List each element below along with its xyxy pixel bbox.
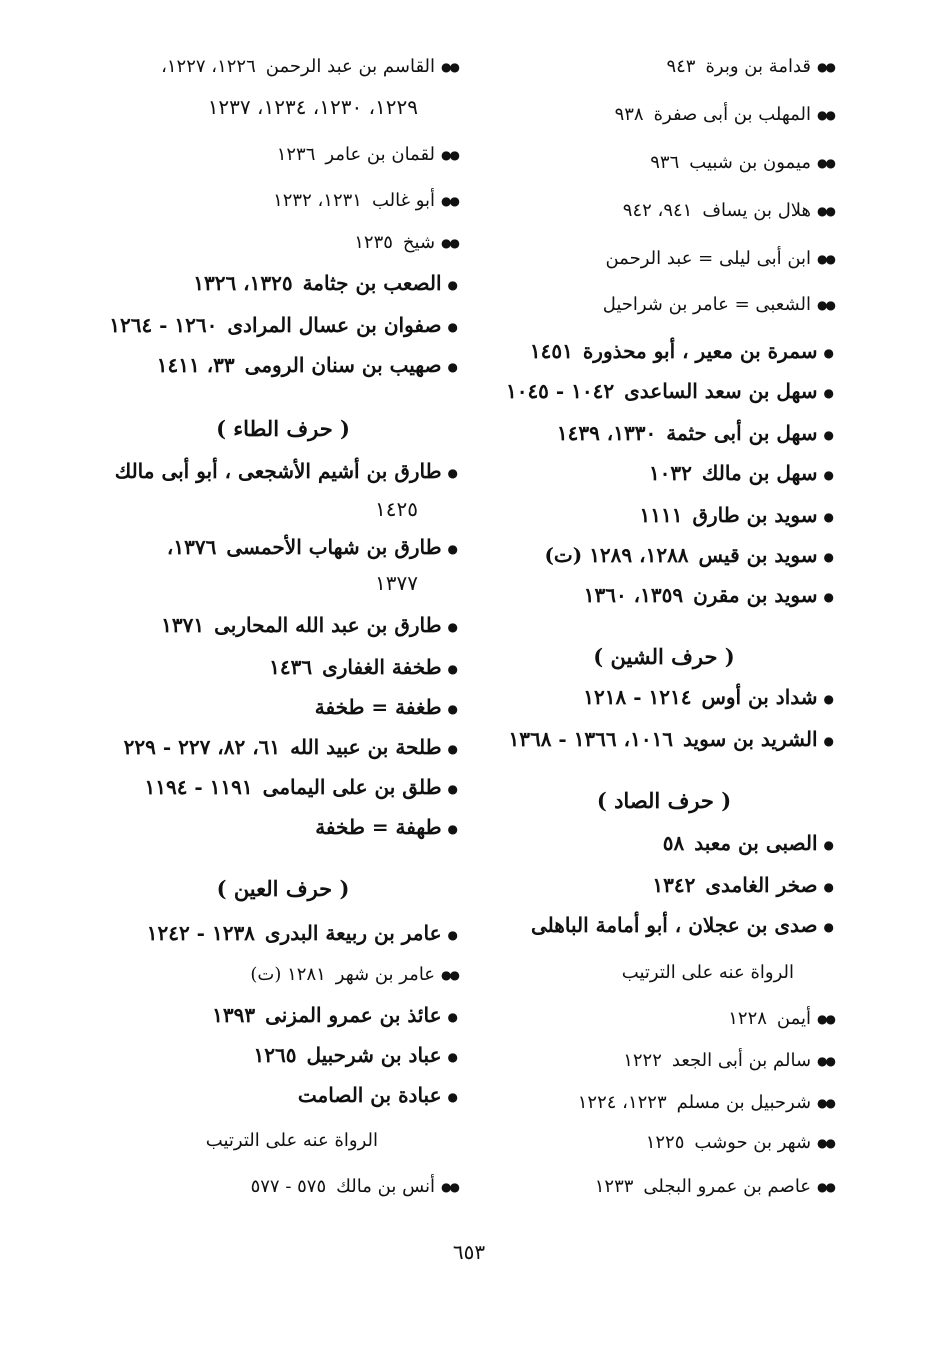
entry-references: ١٢٣٣: [594, 1176, 634, 1197]
companion-entry: [652, 870, 834, 902]
narrator-entry: [646, 1128, 834, 1158]
entry-references: ١٢٢٢: [623, 1050, 662, 1071]
entry-references: ٩٤١، ٩٤٢: [622, 200, 693, 221]
companion-entry: [639, 500, 834, 532]
companion-entry: [253, 1040, 458, 1072]
narrator-entry: [250, 960, 458, 990]
companion-entry: [584, 580, 834, 612]
entry-name: عائذ بن عمرو المزنى: [265, 1003, 442, 1027]
bullet-icon: ●●: [441, 236, 458, 250]
entry-name: طارق بن شهاب الأحمسى: [226, 535, 442, 559]
entry-name: سمرة بن معير ، أبو محذورة: [582, 339, 818, 363]
bullet-icon: ●: [447, 1009, 458, 1024]
entry-name: سهل بن مالك: [701, 461, 818, 485]
bullet-icon: ●: [447, 701, 458, 716]
entry-references: ١٢٢٣، ١٢٢٤: [577, 1092, 667, 1113]
entry-name: أبو غالب: [371, 190, 436, 211]
entry-name: عبادة بن الصامت: [297, 1083, 442, 1107]
entry-references: ١٣٩٣: [212, 1003, 256, 1027]
entry-references: ١٠٤٢ - ١٠٤٥: [505, 379, 615, 403]
entry-name: سهل بن أبى حثمة: [666, 421, 818, 445]
companion-entry: [506, 376, 834, 408]
companion-entry: [531, 910, 834, 942]
bullet-icon: ●: [823, 345, 834, 360]
narrator-entry: [605, 244, 834, 274]
bullet-icon: ●: [823, 549, 834, 564]
companion-entry: [193, 268, 458, 300]
entry-name: القاسم بن عبد الرحمن: [265, 56, 436, 77]
entry-name: أنس بن مالك: [336, 1176, 436, 1197]
entry-references: ١٢٦٥: [253, 1043, 297, 1067]
entry-references: ١٢٣٦: [276, 144, 316, 165]
entry-name: سويد بن طارق: [692, 503, 818, 527]
bullet-icon: ●●: [817, 1180, 834, 1194]
narrator-entry: [578, 1088, 834, 1118]
entry-name: صخر الغامدى: [705, 873, 818, 897]
narrator-entry: [615, 100, 834, 130]
bullet-icon: ●●: [817, 156, 834, 170]
entry-references: ١٢٣٨ - ١٢٤٢: [146, 921, 255, 945]
entry-name: سويد بن قيس: [698, 543, 818, 567]
entry-references: ١٢٣١، ١٢٣٢: [273, 190, 362, 211]
narrator-entry: [277, 140, 458, 170]
bullet-icon: ●: [823, 837, 834, 852]
bullet-icon: ●: [447, 319, 458, 334]
bullet-icon: ●: [823, 427, 834, 442]
entry-references: ١٢١٤ - ١٢١٨: [583, 685, 692, 709]
companion-entry: [157, 350, 458, 382]
bullet-icon: ●: [823, 919, 834, 934]
narrator-entry: [666, 52, 834, 82]
entry-name: لقمان بن عامر: [325, 144, 436, 165]
bullet-icon: ●●: [817, 1012, 834, 1026]
companion-entry: [663, 828, 834, 860]
entry-name: سويد بن مقرن: [693, 583, 818, 607]
bullet-icon: ●: [447, 741, 458, 756]
companion-entry: [298, 1080, 458, 1112]
bullet-icon: ●: [447, 359, 458, 374]
entry-name: عباد بن شرحبيل: [306, 1043, 442, 1067]
entry-references: ١٣٢٥، ١٣٢٦: [193, 271, 293, 295]
entry-references: ٩٤٣: [666, 56, 696, 77]
entry-name: شرحبيل بن مسلم: [676, 1092, 812, 1113]
entry-name: طارق بن عبد الله المحاربى: [214, 613, 442, 637]
references-continued: ١٢٢٩، ١٢٣٠، ١٢٣٤، ١٢٣٧: [207, 95, 418, 119]
companion-entry: [269, 652, 458, 684]
entry-references: ٩٣٨: [614, 104, 644, 125]
companion-entry: [109, 310, 458, 342]
entry-name: صدى بن عجلان ، أبو أمامة الباهلى: [531, 913, 818, 937]
companion-entry: [161, 610, 458, 642]
entry-references: ٥٨: [662, 831, 685, 855]
entry-name: صفوان بن عسال المرادى: [227, 313, 442, 337]
narrator-entry: [603, 290, 834, 320]
narrators-note: الرواة عنه على الترتيب: [205, 1130, 378, 1151]
companion-entry: [212, 1000, 458, 1032]
companion-entry: [124, 732, 458, 764]
companion-entry: [115, 456, 458, 488]
companion-entry: [530, 336, 834, 368]
entry-references: ١٠٣٢: [648, 461, 692, 485]
entry-name: طغفة = طخفة: [314, 695, 442, 719]
companion-entry: [508, 724, 834, 756]
section-heading: ( حرف العين ): [216, 876, 350, 901]
entry-references: ١٣٧٦،: [166, 535, 217, 559]
section-heading: ( حرف الشين ): [593, 644, 735, 669]
bullet-icon: ●: [823, 733, 834, 748]
companion-entry: [315, 812, 458, 844]
entry-name: سالم بن أبى الجعد: [671, 1050, 812, 1071]
bullet-icon: ●●: [817, 1054, 834, 1068]
bullet-icon: ●: [447, 541, 458, 556]
narrator-entry: [354, 228, 458, 258]
bullet-icon: ●●: [817, 204, 834, 218]
entry-references: ١٢٣٥: [354, 232, 393, 253]
companion-entry: [583, 682, 834, 714]
bullet-icon: ●: [823, 879, 834, 894]
entry-references: ١٢٢٦، ١٢٢٧،: [161, 56, 256, 77]
entry-references: ٥٧٥ - ٥٧٧: [250, 1176, 327, 1197]
entry-name: ميمون بن شبيب: [689, 152, 812, 173]
narrator-entry: [623, 196, 834, 226]
bullet-icon: ●: [447, 661, 458, 676]
companion-entry: [315, 692, 458, 724]
bullet-icon: ●: [823, 589, 834, 604]
entry-name: طلحة بن عبيد الله: [290, 735, 442, 759]
entry-references: ١٤٥١: [529, 339, 573, 363]
narrator-entry: [273, 186, 458, 216]
entry-references: ١٢٨١ (ت): [250, 964, 326, 985]
entry-name: الشعبى = عامر بن شراحيل: [602, 294, 812, 315]
companion-entry: [147, 918, 458, 950]
narrator-entry: [251, 1172, 458, 1202]
bullet-icon: ●: [447, 277, 458, 292]
entry-name: طهفة = طخفة: [315, 815, 442, 839]
entry-references: ١٢٨٨، ١٢٨٩ (ت): [544, 543, 689, 567]
bullet-icon: ●: [447, 465, 458, 480]
bullet-icon: ●: [823, 385, 834, 400]
narrator-entry: [161, 52, 458, 82]
bullet-icon: ●: [447, 781, 458, 796]
bullet-icon: ●: [823, 509, 834, 524]
entry-name: عامر بن شهر: [335, 964, 436, 985]
narrators-note: الرواة عنه على الترتيب: [621, 962, 794, 983]
bullet-icon: ●: [823, 691, 834, 706]
entry-name: طخفة الغفارى: [322, 655, 442, 679]
entry-name: الصبى بن معبد: [694, 831, 818, 855]
bullet-icon: ●: [447, 619, 458, 634]
entry-references: ١١١١: [639, 503, 683, 527]
entry-references: ١٣٣٠، ١٤٣٩: [556, 421, 657, 445]
entry-name: شهر بن حوشب: [694, 1132, 812, 1153]
bullet-icon: ●●: [441, 1180, 458, 1194]
entry-references: ١٠١٦، ١٣٦٦ - ١٣٦٨: [508, 727, 674, 751]
entry-references: ٩٣٦: [650, 152, 680, 173]
references-continued: ١٣٧٧: [375, 571, 418, 595]
entry-name: عامر بن ربيعة البدرى: [264, 921, 442, 945]
companion-entry: [557, 418, 834, 450]
entry-name: طارق بن أشيم الأشجعى ، أبو أبى مالك: [114, 459, 442, 483]
bullet-icon: ●●: [817, 1136, 834, 1150]
entry-references: ١٢٦٠ - ١٢٦٤: [109, 313, 218, 337]
entry-references: ٦١، ٨٢، ٢٢٧ - ٢٢٩: [123, 735, 281, 759]
bullet-icon: ●: [447, 1089, 458, 1104]
bullet-icon: ●●: [441, 148, 458, 162]
entry-name: شداد بن أوس: [701, 685, 818, 709]
entry-name: قدامة بن وبرة: [705, 56, 812, 77]
narrator-entry: [728, 1004, 834, 1034]
page-number: ٦٥٣: [452, 1240, 486, 1264]
entry-references: ١١٩١ - ١١٩٤: [144, 775, 253, 799]
companion-entry: [144, 772, 458, 804]
entry-references: ١٣٤٢: [652, 873, 696, 897]
companion-entry: [544, 540, 834, 572]
bullet-icon: ●●: [441, 194, 458, 208]
bullet-icon: ●●: [817, 108, 834, 122]
bullet-icon: ●: [447, 927, 458, 942]
entry-references: ١٢٢٨: [728, 1008, 767, 1029]
companion-entry: [649, 458, 834, 490]
entry-name: الشريد بن سويد: [683, 727, 818, 751]
entry-name: سهل بن سعد الساعدى: [624, 379, 818, 403]
entry-name: هلال بن يساف: [702, 200, 812, 221]
entry-name: أيمن: [776, 1008, 812, 1029]
bullet-icon: ●●: [441, 60, 458, 74]
bullet-icon: ●●: [817, 60, 834, 74]
entry-references: ١٣٥٩، ١٣٦٠: [583, 583, 684, 607]
bullet-icon: ●●: [817, 252, 834, 266]
bullet-icon: ●●: [817, 298, 834, 312]
bullet-icon: ●: [447, 1049, 458, 1064]
section-heading: ( حرف الطاء ): [216, 416, 350, 441]
entry-name: صهيب بن سنان الرومى: [244, 353, 442, 377]
entry-name: شيخ: [402, 232, 436, 253]
references-continued: ١٤٢٥: [375, 497, 418, 521]
entry-name: طلق بن على اليمامى: [262, 775, 442, 799]
narrator-entry: [595, 1172, 834, 1202]
entry-name: عاصم بن عمرو البجلى: [643, 1176, 812, 1197]
entry-references: ١٢٢٥: [645, 1132, 685, 1153]
companion-entry: [167, 532, 458, 564]
bullet-icon: ●●: [817, 1096, 834, 1110]
entry-name: المهلب بن أبى صفرة: [653, 104, 812, 125]
entry-name: الصعب بن جثامة: [302, 271, 442, 295]
narrator-entry: [650, 148, 834, 178]
entry-references: ١٤٣٦: [269, 655, 313, 679]
entry-references: ٣٣، ١٤١١: [156, 353, 235, 377]
section-heading: ( حرف الصاد ): [596, 788, 732, 813]
bullet-icon: ●: [447, 821, 458, 836]
bullet-icon: ●●: [441, 968, 458, 982]
entry-references: ١٣٧١: [161, 613, 205, 637]
bullet-icon: ●: [823, 467, 834, 482]
narrator-entry: [623, 1046, 834, 1076]
entry-name: ابن أبى ليلى = عبد الرحمن: [605, 248, 812, 269]
